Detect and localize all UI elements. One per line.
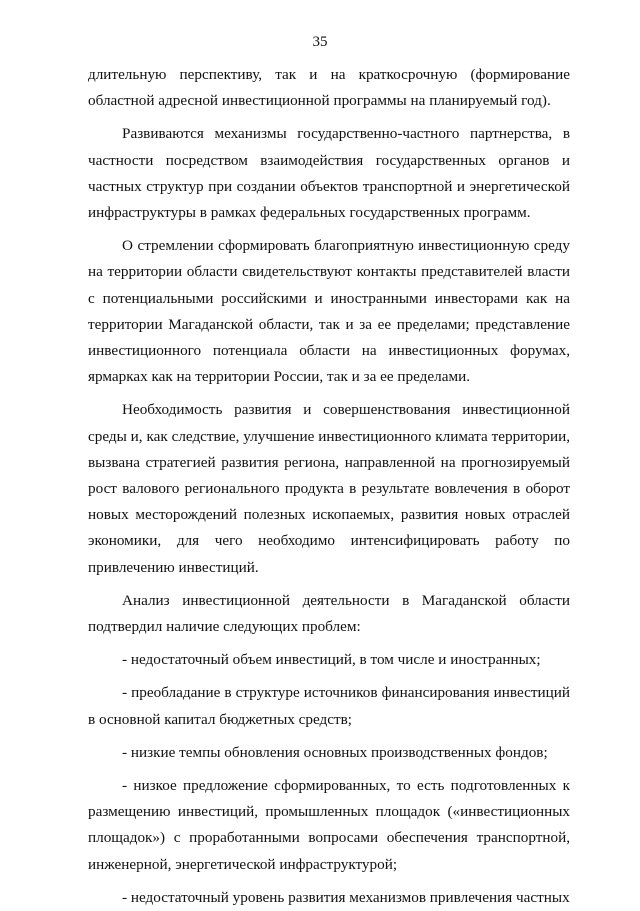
paragraph-investment-climate: Необходимость развития и совершенствования инвестиционной среды и, как следствие, улучшение инвестиционного климата территории, вызвана стратегией развития региона, направленной на прогнозируемый рост валового регионального продукта в результате вовлечения в оборот новых месторождений полезных ископаемых, развития новых отраслей экономики, для чего необходимо интенсифицировать работу по привлечению инвестиций. [88, 401, 570, 576]
problem-list-item: - недостаточный объем инвестиций, в том числе и иностранных; [122, 651, 541, 669]
problem-list-item: - недостаточный уровень развития механизмов привлечения частных [122, 888, 570, 906]
paragraph-ppp-mechanisms: Развиваются механизмы государственно-частного партнерства, в частности посредством взаимодействия государственных органов и частных структур при создании объектов транспортной и энергетической инфраструктуры в рамках федеральных государственных программ. [88, 125, 570, 222]
paragraph-analysis-intro: Анализ инвестиционной деятельности в Магаданской области подтвердил наличие следующих проблем: [88, 591, 570, 636]
problem-list-item: - низкое предложение сформированных, то есть подготовленных к размещению инвестиций, промышленных площадок («инвестиционных площадок») с проработанными вопросами обеспечения транспортной, инженерной, энергетической инфраструктурой; [88, 777, 570, 873]
problem-list-item: - низкие темпы обновления основных производственных фондов; [122, 743, 548, 761]
paragraph-investment-contacts: О стремлении сформировать благоприятную инвестиционную среду на территории области свидетельствуют контакты представителей власти с потенциальными российскими и иностранными инвесторами как на территории Магаданской области, так и за ее пределами; представление инвестиционного потенциала области на инвестиционных форумах, ярмарках как на территории России, так и за ее пределами. [88, 237, 570, 386]
document-body [88, 62, 570, 911]
problem-list-item: - преобладание в структуре источников финансирования инвестиций в основной капитал бюджетных средств; [88, 684, 570, 728]
paragraph-continuation: длительную перспективу, так и на краткосрочную (формирование областной адресной инвестиционной программы на планируемый год). [88, 66, 570, 110]
page-number: 35 [312, 34, 328, 50]
